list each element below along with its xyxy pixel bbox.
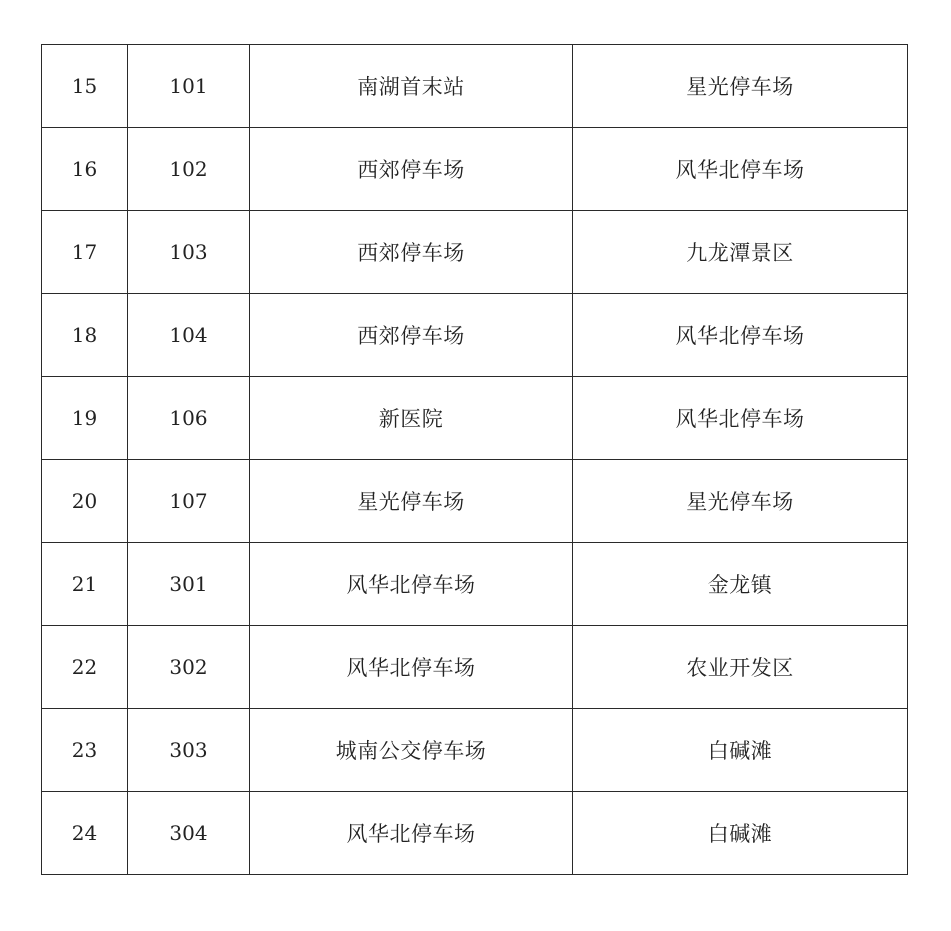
table-row	[42, 128, 908, 211]
start-stop-cell: 风华北停车场	[250, 543, 573, 626]
table-row	[42, 792, 908, 875]
route-number-cell: 302	[128, 626, 250, 709]
route-number-cell: 103	[128, 211, 250, 294]
route-number-cell: 104	[128, 294, 250, 377]
end-stop-cell: 风华北停车场	[573, 377, 908, 460]
start-stop-cell: 星光停车场	[250, 460, 573, 543]
table-row	[42, 294, 908, 377]
end-stop-cell: 风华北停车场	[573, 294, 908, 377]
start-stop-cell: 西郊停车场	[250, 294, 573, 377]
route-number-cell: 102	[128, 128, 250, 211]
seq-cell: 20	[42, 460, 128, 543]
start-stop-cell: 西郊停车场	[250, 211, 573, 294]
end-stop-cell: 金龙镇	[573, 543, 908, 626]
seq-cell: 19	[42, 377, 128, 460]
end-stop-cell: 农业开发区	[573, 626, 908, 709]
start-stop-cell: 新医院	[250, 377, 573, 460]
seq-cell: 21	[42, 543, 128, 626]
seq-cell: 16	[42, 128, 128, 211]
table-row	[42, 377, 908, 460]
route-number-cell: 106	[128, 377, 250, 460]
start-stop-cell: 风华北停车场	[250, 792, 573, 875]
seq-cell: 15	[42, 45, 128, 128]
end-stop-cell: 白碱滩	[573, 792, 908, 875]
table-row	[42, 626, 908, 709]
end-stop-cell: 风华北停车场	[573, 128, 908, 211]
seq-cell: 24	[42, 792, 128, 875]
seq-cell: 23	[42, 709, 128, 792]
start-stop-cell: 城南公交停车场	[250, 709, 573, 792]
route-number-cell: 107	[128, 460, 250, 543]
route-number-cell: 301	[128, 543, 250, 626]
end-stop-cell: 白碱滩	[573, 709, 908, 792]
start-stop-cell: 西郊停车场	[250, 128, 573, 211]
seq-cell: 18	[42, 294, 128, 377]
table-row	[42, 211, 908, 294]
seq-cell: 17	[42, 211, 128, 294]
start-stop-cell: 风华北停车场	[250, 626, 573, 709]
end-stop-cell: 九龙潭景区	[573, 211, 908, 294]
start-stop-cell: 南湖首末站	[250, 45, 573, 128]
seq-cell: 22	[42, 626, 128, 709]
bus-route-table	[41, 44, 908, 875]
route-number-cell: 101	[128, 45, 250, 128]
route-number-cell: 304	[128, 792, 250, 875]
table-row	[42, 709, 908, 792]
table-row	[42, 543, 908, 626]
end-stop-cell: 星光停车场	[573, 460, 908, 543]
end-stop-cell: 星光停车场	[573, 45, 908, 128]
table-row	[42, 45, 908, 128]
route-number-cell: 303	[128, 709, 250, 792]
table-row	[42, 460, 908, 543]
